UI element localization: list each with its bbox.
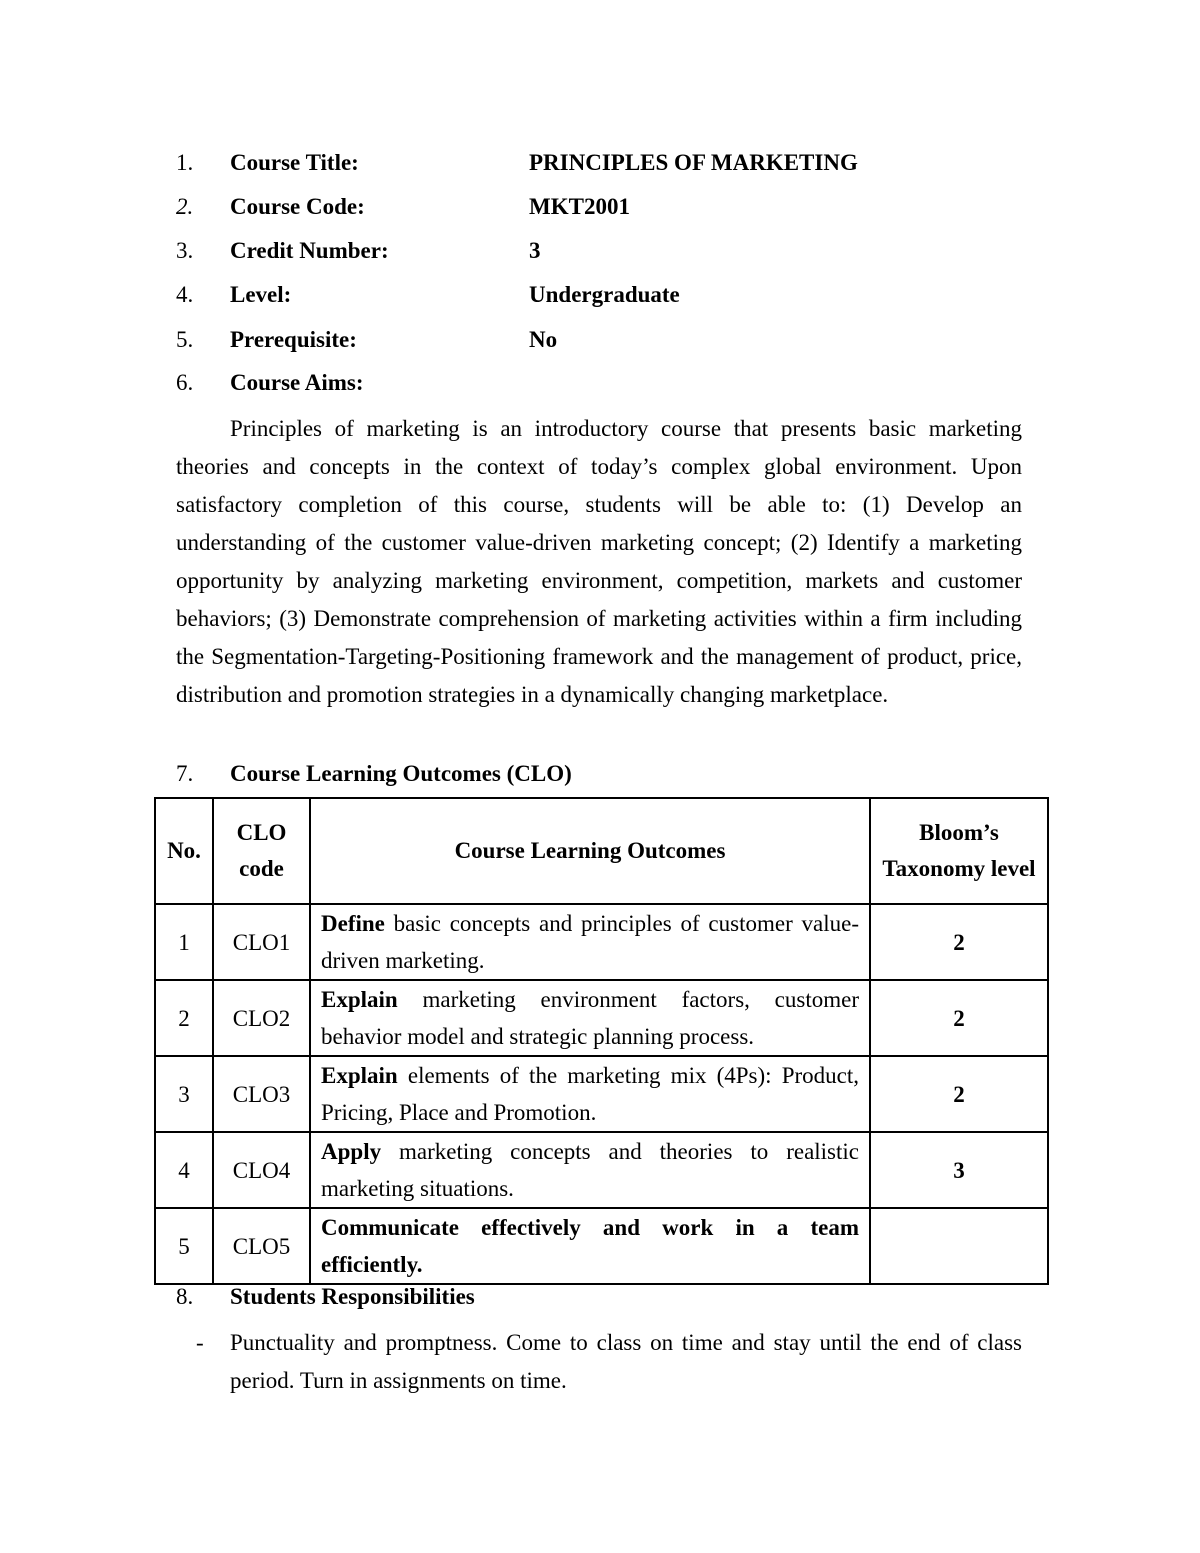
course-aims-heading: Course Aims: [230, 370, 364, 395]
responsibility-text: Punctuality and promptness. Come to class on time and stay until the end of class period. Turn in assignments on time. [230, 1330, 1022, 1393]
clo-table-header [155, 798, 1048, 904]
outcome-cell [310, 1132, 870, 1208]
table-row [155, 1132, 1048, 1208]
clo-code: CLO1 [213, 904, 310, 980]
outcome-verb: Apply [321, 1139, 382, 1164]
outcome-verb: Communicate effectively and work in a team efficiently. [321, 1215, 859, 1277]
row-number: 3 [155, 1056, 213, 1132]
item-number: 4. [176, 282, 194, 307]
course-aims-text: Principles of marketing is an introductory course that presents basic marketing theories and concepts in the context of today’s complex global environment. Upon satisfactory completion of this course, students will be able to: (1) Develop an understanding of the customer value-driven marketing concept; (2) Identify a marketing opportunity by analyzing marketing environment, competition, markets and customer behaviors; (3) Demonstrate comprehension of marketing activities within a firm including the Segmentation-Targeting-Positioning framework and the management of product, price, distribution and promotion strategies in a dynamically changing marketplace. [176, 416, 1022, 707]
bloom-level [870, 1208, 1048, 1284]
bloom-level: 2 [870, 980, 1048, 1056]
clo-code: CLO5 [213, 1208, 310, 1284]
outcome-text: elements of the marketing mix (4Ps): Product, Pricing, Place and Promotion. [321, 1063, 859, 1125]
outcome-verb: Define [321, 911, 385, 936]
list-item [176, 1324, 1022, 1400]
course-code-value: MKT2001 [529, 194, 630, 219]
course-title-label: Course Title: [230, 150, 359, 175]
course-title-value: PRINCIPLES OF MARKETING [529, 150, 858, 175]
prerequisite-label: Prerequisite: [230, 327, 357, 352]
credit-number-value: 3 [529, 238, 541, 263]
outcome-cell [310, 1208, 870, 1284]
outcome-cell [310, 1056, 870, 1132]
header-clo-code: CLO code [213, 798, 310, 904]
item-number: 1. [176, 150, 194, 175]
responsibilities-heading: Students Responsibilities [230, 1284, 475, 1309]
item-number: 8. [176, 1284, 194, 1309]
table-row [155, 904, 1048, 980]
outcome-verb: Explain [321, 1063, 398, 1088]
outcome-text: marketing environment factors, customer behavior model and strategic planning process. [321, 987, 859, 1049]
row-number: 2 [155, 980, 213, 1056]
course-aims-paragraph [176, 410, 1022, 714]
outcome-text: basic concepts and principles of customer value-driven marketing. [321, 911, 859, 973]
level-value: Undergraduate [529, 282, 680, 307]
table-row [155, 1056, 1048, 1132]
item-number: 7. [176, 761, 194, 786]
clo-code: CLO2 [213, 980, 310, 1056]
row-number: 1 [155, 904, 213, 980]
outcome-cell [310, 904, 870, 980]
header-outcomes: Course Learning Outcomes [310, 798, 870, 904]
bloom-level: 3 [870, 1132, 1048, 1208]
clo-code: CLO3 [213, 1056, 310, 1132]
clo-table [154, 797, 1049, 1285]
header-no: No. [155, 798, 213, 904]
table-row [155, 980, 1048, 1056]
clo-heading: Course Learning Outcomes (CLO) [230, 761, 572, 786]
outcome-cell [310, 980, 870, 1056]
header-bloom-level: Bloom’s Taxonomy level [870, 798, 1048, 904]
bloom-level: 2 [870, 904, 1048, 980]
outcome-text: marketing concepts and theories to realistic marketing situations. [321, 1139, 859, 1201]
item-number: 2. [176, 194, 194, 219]
row-number: 4 [155, 1132, 213, 1208]
clo-code: CLO4 [213, 1132, 310, 1208]
bullet-dash: - [196, 1330, 204, 1355]
row-number: 5 [155, 1208, 213, 1284]
credit-number-label: Credit Number: [230, 238, 389, 263]
course-code-label: Course Code: [230, 194, 365, 219]
bloom-level: 2 [870, 1056, 1048, 1132]
item-number: 3. [176, 238, 194, 263]
level-label: Level: [230, 282, 292, 307]
item-number: 6. [176, 370, 194, 395]
outcome-verb: Explain [321, 987, 398, 1012]
table-row [155, 1208, 1048, 1284]
item-number: 5. [176, 327, 194, 352]
prerequisite-value: No [529, 327, 558, 352]
